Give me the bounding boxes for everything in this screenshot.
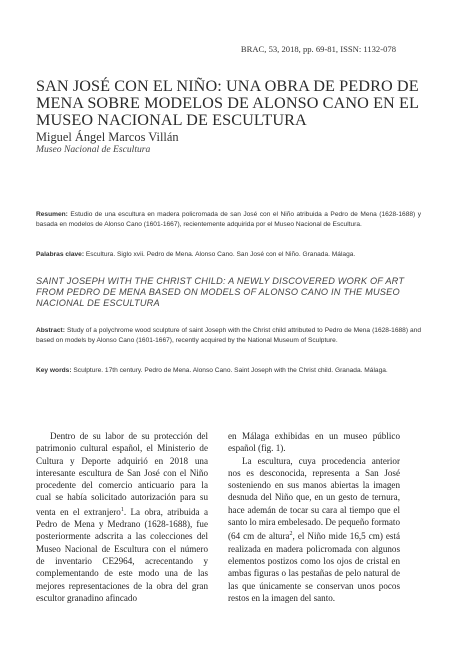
body-text: , el Niño mide 16,5 cm) está realizada en madera policromada con algunos elementos postizos como los ojos de cristal en ambas figuras o las pestañas de pelo natural de las que únicamente se conservan unos pocos restos en la imagen del santo.: [228, 531, 400, 603]
keywords-text: Sculpture. 17th century. Pedro de Mena. Alonso Cano. Saint Joseph with the Christ child. Granada. Málaga.: [71, 367, 388, 374]
author-name: Miguel Ángel Marcos Villán: [36, 130, 179, 144]
journal-citation: BRAC, 53, 2018, pp. 69-81, ISSN: 1132-078: [240, 44, 396, 54]
body-paragraph: [228, 455, 400, 605]
resumen-text: Estudio de una escultura en madera policromada de san José con el Niño atribuida a Pedro de Mena (1628-1688) y basada en modelos de Alonso Cano (1601-1667), recientemente adquirida por el Museo Nacional de Escultura.: [36, 211, 421, 228]
palabras-clave-block: [36, 250, 421, 260]
palabras-label: Palabras clave:: [36, 251, 85, 258]
footnote-ref[interactable]: 1: [120, 506, 124, 513]
resumen-label: Resumen:: [36, 211, 68, 218]
keywords-label: Key words:: [36, 367, 72, 374]
body-text: . La obra, atribuida a Pedro de Mena y Medrano (1628-1688), fue posteriormente adscrita a las colecciones del Museo Nacional de Escultura con el número de inventario CE2964, acrecentando y complementando de este modo una de las mejores representaciones de la obra del gran escultor granadino afincado: [36, 506, 208, 603]
body-text: Dentro de su labor de su protección del patrimonio cultural español, el Ministerio de Cultura y Deporte adquirió en 2018 una interesante escultura de San José con el Niño procedente del comercio anticuario para la cual se había solicitado autorización para su venta en el extranjero: [36, 431, 208, 517]
abstract-block: [36, 326, 421, 346]
palabras-text: Escultura. Siglo xvii. Pedro de Mena. Alonso Cano. San José con el Niño. Granada. Málaga.: [84, 251, 356, 258]
body-column-right: [228, 430, 400, 604]
keywords-block: [36, 366, 421, 376]
article-title: SAN JOSÉ CON EL NIÑO: UNA OBRA DE PEDRO DE MENA SOBRE MODELOS DE ALONSO CANO EN EL MUSEO NACIONAL DE ESCULTURA: [36, 77, 419, 129]
footnote-ref[interactable]: 2: [289, 531, 293, 538]
body-paragraph: en Málaga exhibidas en un museo público español (fig. 1).: [228, 431, 400, 454]
abstract-text: Study of a polychrome wood sculpture of saint Joseph with the Christ child attributed to Pedro de Mena (1628-1688) and based on models by Alonso Cano (1601-1667), recently acquired by the National Museum of Sculpture.: [36, 327, 421, 344]
body-paragraph: [36, 430, 208, 604]
body-column-left: [36, 430, 208, 604]
author-affiliation: Museo Nacional de Escultura: [36, 144, 151, 155]
resumen-block: [36, 210, 421, 230]
abstract-label: Abstract:: [36, 327, 65, 334]
english-title: SAINT JOSEPH WITH THE CHRIST CHILD: A NEWLY DISCOVERED WORK OF ART FROM PEDRO DE MENA BASED ON MODELS OF ALONSO CANO IN THE MUSEO NACIONAL DE ESCULTURA: [36, 276, 405, 308]
body-text: La escultura, cuya procedencia anterior nos es desconocida, representa a San José sosteniendo en sus manos abiertas la imagen desnuda del Niño que, en un gesto de ternura, hace ademán de tocar su cara al tiempo que el santo lo mira embelesado. De pequeño formato (64 cm de altura: [228, 455, 400, 542]
